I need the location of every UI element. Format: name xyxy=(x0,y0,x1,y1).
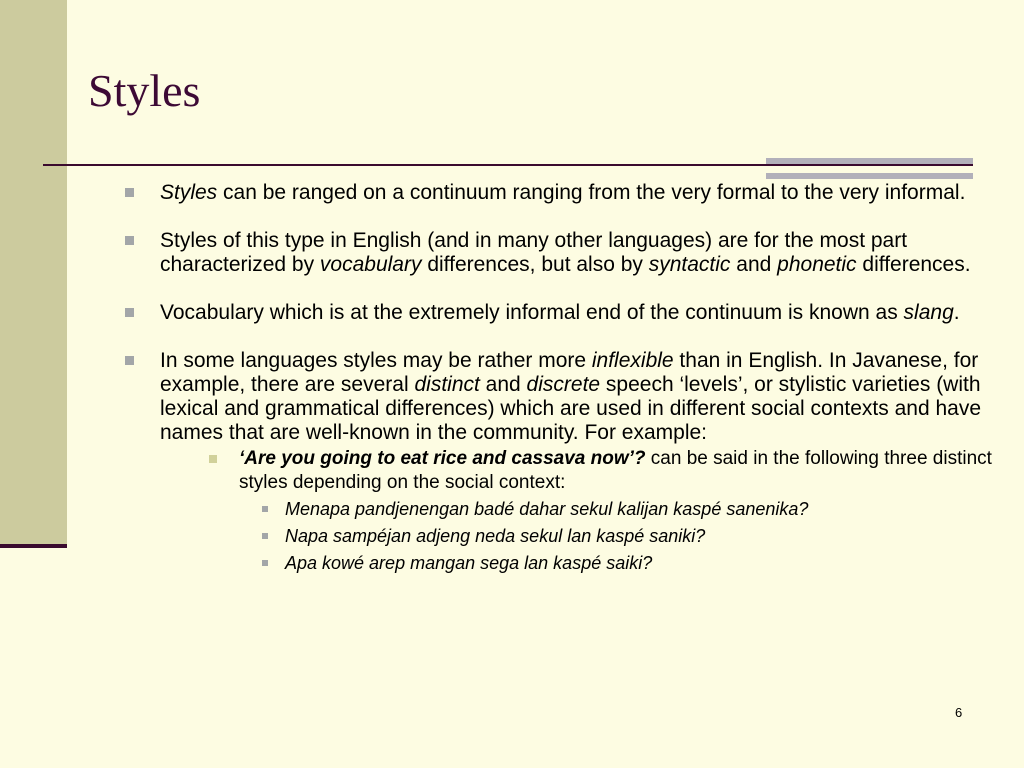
bullet-text: than in English. In Javanese, for example, there are several xyxy=(160,349,979,396)
small-square-bullet-icon xyxy=(262,560,268,566)
page-number: 6 xyxy=(955,705,963,720)
bullet-text: Vocabulary which is at the extremely informal end of the continuum is known as xyxy=(160,301,904,324)
bullet-text: speech ‘levels’, or stylistic varieties (with lexical and grammatical differences) which are used in different social contexts and have names that are well-known in the community. For example: xyxy=(160,373,981,444)
sub-bullet-item xyxy=(204,447,1024,495)
square-bullet-icon xyxy=(125,188,134,197)
square-bullet-icon xyxy=(125,356,134,365)
bullet-text: and xyxy=(730,253,778,276)
small-square-bullet-icon xyxy=(262,506,268,512)
bullet-text: can be ranged on a continuum ranging from the very formal to the very informal. xyxy=(217,181,966,204)
example-sentence: Apa kowé arep mangan sega lan kaspé saiki? xyxy=(285,553,653,573)
square-sub-bullet-icon xyxy=(209,455,217,463)
accent-stripe xyxy=(766,158,973,164)
bullet-text: and xyxy=(479,373,527,396)
square-bullet-icon xyxy=(125,236,134,245)
emphasis-text: vocabulary xyxy=(319,253,422,276)
emphasis-text: inflexible xyxy=(591,349,674,372)
bullet-text: In some languages styles may be rather more xyxy=(160,349,592,372)
example-sentence: Napa sampéjan adjeng neda sekul lan kaspé saniki? xyxy=(285,526,706,546)
bullet-text: differences, but also by xyxy=(421,253,649,276)
bullet-item xyxy=(125,301,1024,325)
sub-bullet-text: can be said in the following three distinct styles depending on the social context: xyxy=(239,448,992,493)
bullet-item xyxy=(125,229,1024,277)
example-list xyxy=(160,498,1024,574)
example-sentence: Menapa pandjenengan badé dahar sekul kalijan kaspé sanenika? xyxy=(285,499,809,519)
bullet-text: . xyxy=(953,301,960,324)
example-question: ‘Are you going to eat rice and cassava now’? xyxy=(239,448,646,469)
example-item xyxy=(248,525,1024,547)
emphasis-text: phonetic xyxy=(777,253,857,276)
bullet-text: differences. xyxy=(856,253,971,276)
accent-stripe xyxy=(766,173,973,179)
bullet-item xyxy=(125,181,1024,205)
emphasis-text: Styles xyxy=(160,181,218,204)
slide-title: Styles xyxy=(88,65,201,116)
title-divider-accent xyxy=(766,158,973,179)
emphasis-text: syntactic xyxy=(648,253,731,276)
example-item xyxy=(248,552,1024,574)
bullet-item xyxy=(125,349,1024,574)
left-band-divider xyxy=(0,544,67,548)
small-square-bullet-icon xyxy=(262,533,268,539)
emphasis-text: slang xyxy=(903,301,954,324)
square-bullet-icon xyxy=(125,308,134,317)
emphasis-text: discrete xyxy=(526,373,601,396)
slide-body xyxy=(125,181,1024,579)
bullet-text: Styles of this type in English (and in many other languages) are for the most part characterized by xyxy=(160,229,908,276)
sub-list xyxy=(160,447,1024,574)
example-item xyxy=(248,498,1024,520)
emphasis-text: distinct xyxy=(414,373,480,396)
left-decorative-band xyxy=(0,0,67,548)
